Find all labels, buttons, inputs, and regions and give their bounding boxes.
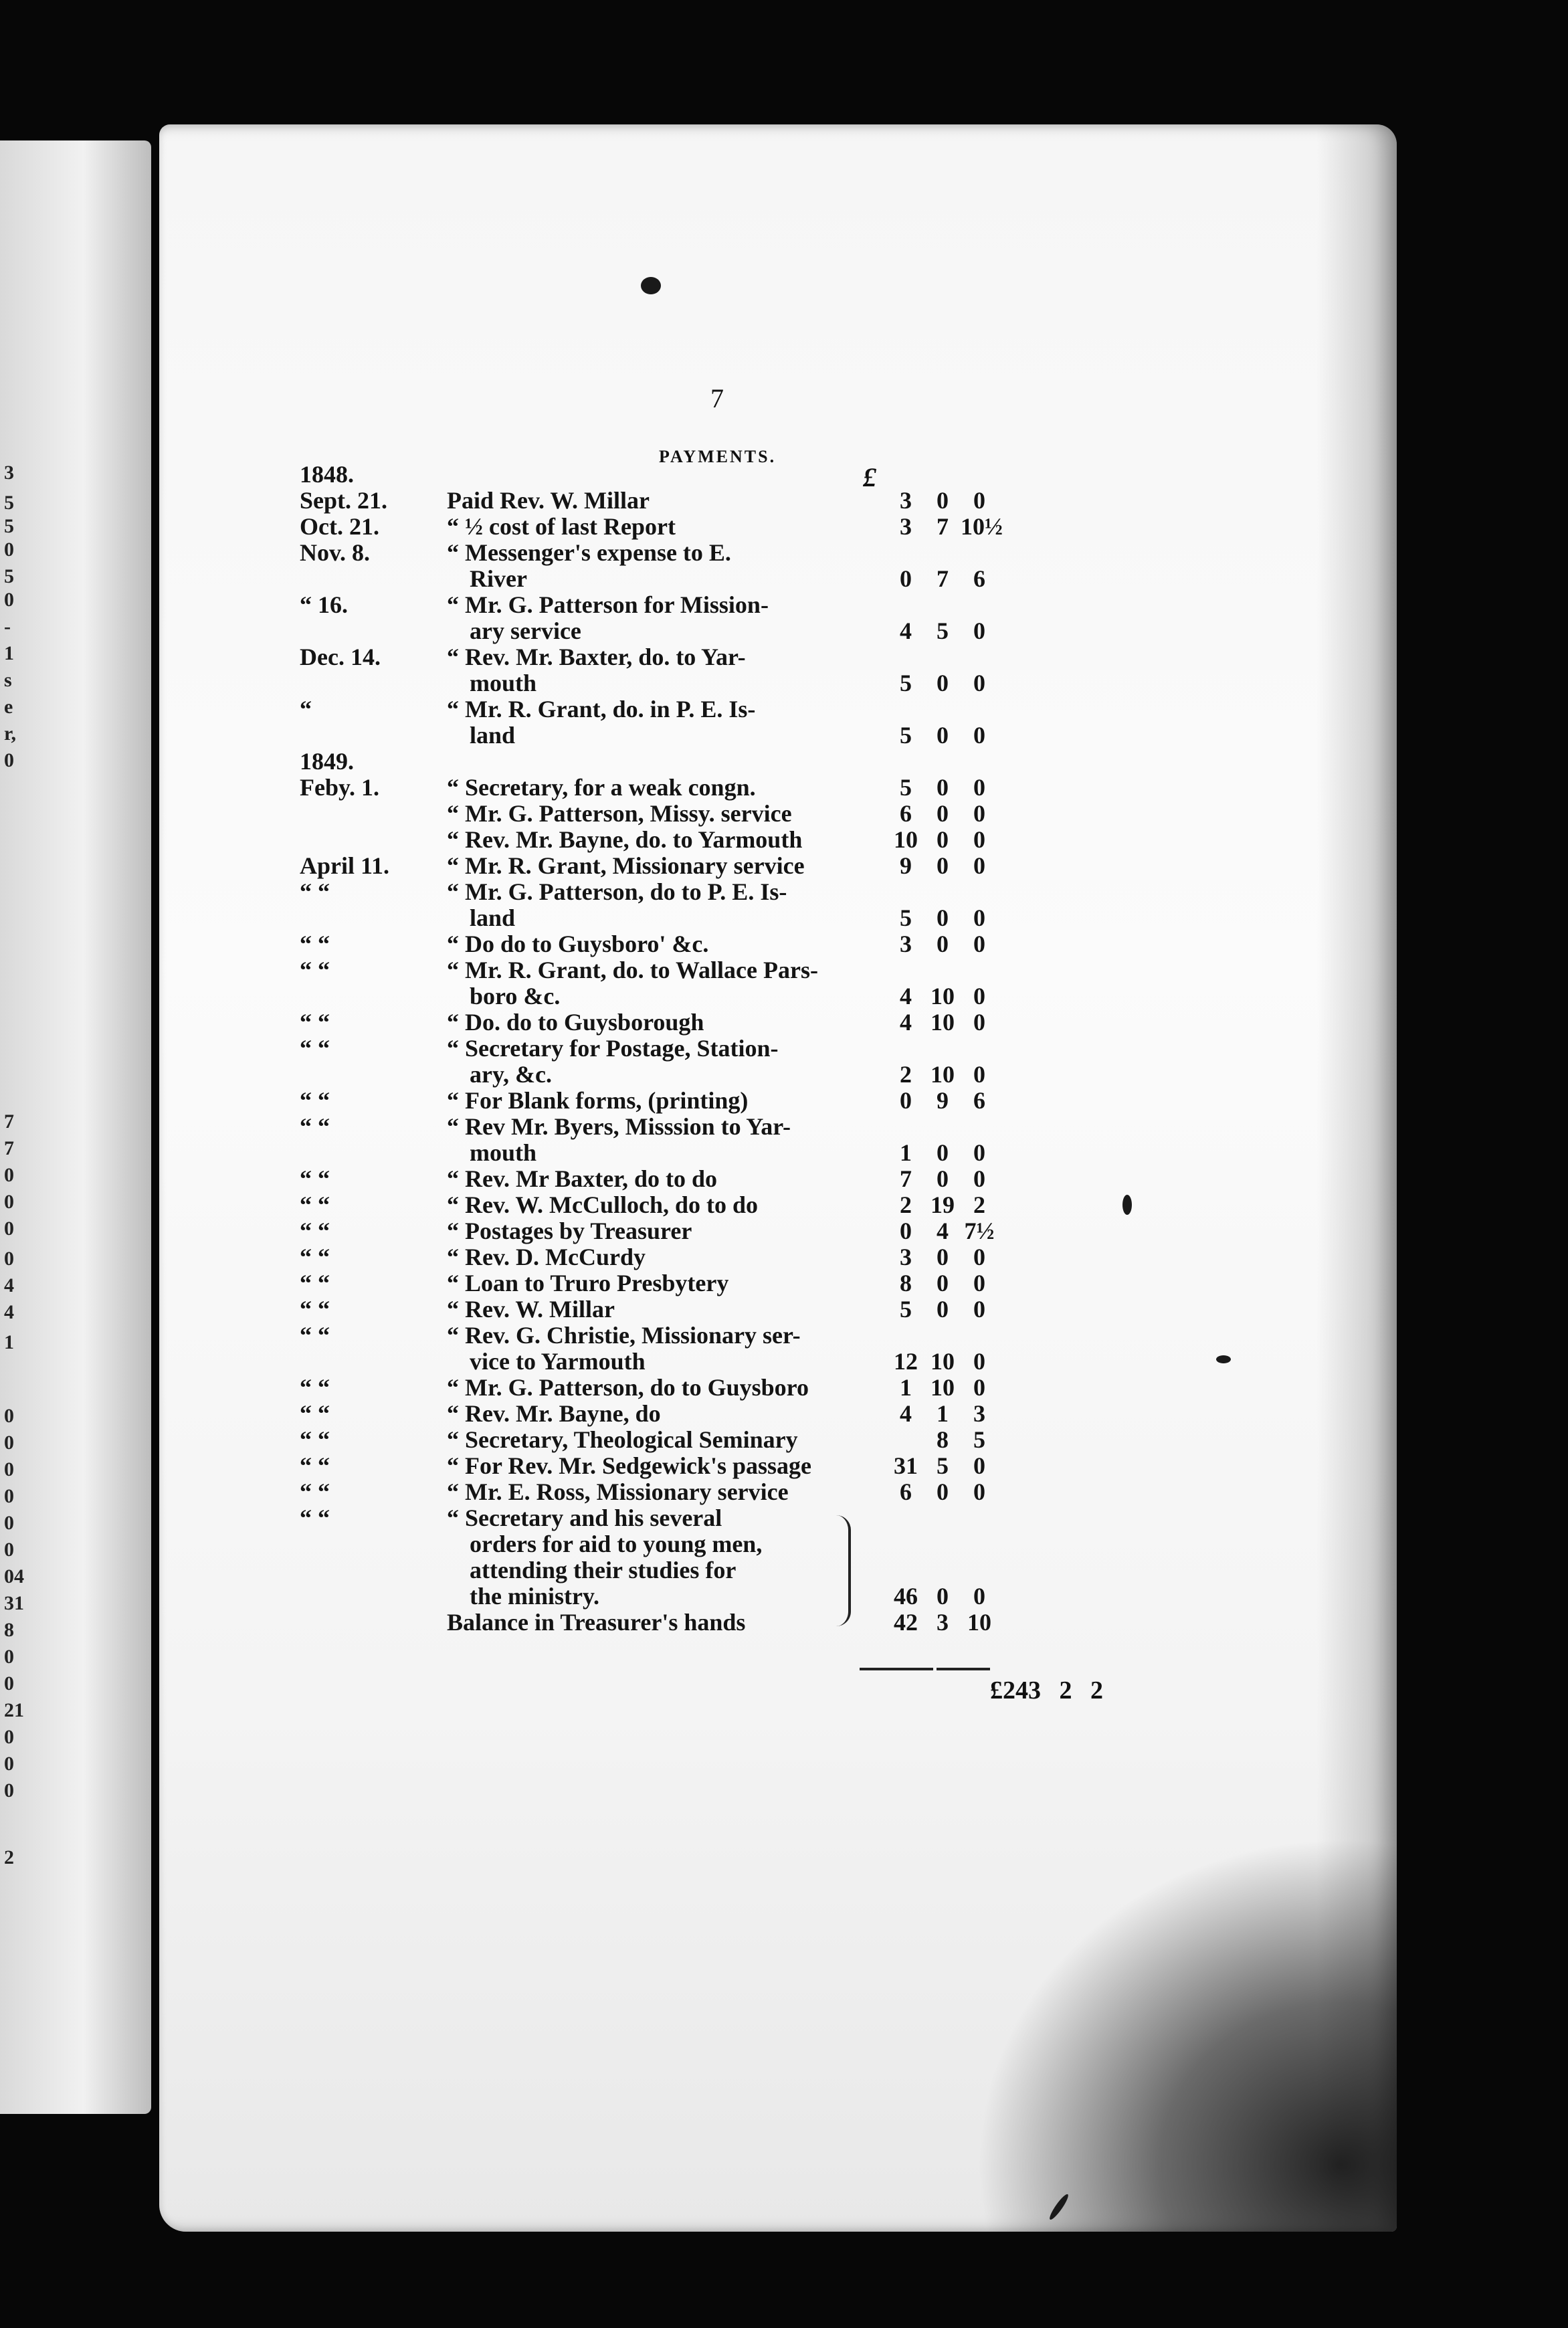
row-date: 1849. <box>300 748 354 775</box>
row-date: “ “ <box>300 1270 330 1296</box>
total-rule <box>937 1668 990 1670</box>
row-description: “ Do do to Guysboro' &c. <box>447 931 709 957</box>
left-page-digit: 4 <box>4 1301 14 1323</box>
row-pence: 0 <box>973 1061 985 1088</box>
row-pounds: 9 <box>900 852 912 879</box>
row-description: “ Mr. G. Patterson, Missy. service <box>447 800 792 827</box>
ledger-row <box>300 1270 1169 1296</box>
left-page-digit: 0 <box>4 1248 14 1270</box>
row-date: “ “ <box>300 1191 330 1218</box>
row-date: “ “ <box>300 1505 330 1531</box>
row-date: “ “ <box>300 1113 330 1140</box>
row-description: “ Rev. D. McCurdy <box>447 1244 646 1270</box>
left-page-digit: 0 <box>4 749 14 771</box>
ledger-row <box>300 540 1169 566</box>
ledger-row <box>300 983 1169 1009</box>
page-number: 7 <box>710 383 724 413</box>
left-page-digit: 0 <box>4 1405 14 1427</box>
row-shillings: 3 <box>937 1609 949 1636</box>
row-description: “ Secretary, Theological Seminary <box>447 1426 798 1453</box>
ledger-row <box>300 827 1169 853</box>
row-pounds: 5 <box>900 904 912 931</box>
row-description: “ Secretary for Postage, Station- <box>447 1035 779 1062</box>
ledger-row <box>300 1610 1169 1636</box>
row-shillings: 0 <box>937 1139 949 1166</box>
row-pounds: 3 <box>900 1244 912 1270</box>
ledger-row <box>300 1244 1169 1270</box>
row-shillings: 0 <box>937 670 949 696</box>
ledger-row <box>300 462 1169 488</box>
ledger-row <box>300 1557 1169 1583</box>
row-pounds: 5 <box>900 774 912 801</box>
left-page-digit: 5 <box>4 565 14 587</box>
row-description: “ Secretary and his several <box>447 1505 722 1531</box>
ledger-row <box>300 1062 1169 1088</box>
row-pounds: 4 <box>900 1400 912 1427</box>
row-description: “ Rev. W. McCulloch, do to do <box>447 1191 759 1218</box>
row-description: Paid Rev. W. Millar <box>447 487 650 514</box>
row-shillings: 0 <box>937 1583 949 1610</box>
row-pence: 0 <box>973 904 985 931</box>
row-pence: 0 <box>973 1374 985 1401</box>
left-page-digit: 04 <box>4 1565 24 1587</box>
left-page-digit: 0 <box>4 1539 14 1561</box>
row-pence: 5 <box>973 1426 985 1453</box>
row-date: “ “ <box>300 1400 330 1427</box>
row-description: boro &c. <box>470 983 561 1009</box>
ledger-row <box>300 1166 1169 1192</box>
left-page-digit: 0 <box>4 1164 14 1186</box>
ledger-row <box>300 775 1169 801</box>
ledger-row <box>300 749 1169 775</box>
left-page-digit: 5 <box>4 515 14 537</box>
left-facing-page <box>0 140 151 2114</box>
row-date: “ “ <box>300 1087 330 1114</box>
row-shillings: 9 <box>937 1087 949 1114</box>
row-pence: 3 <box>973 1400 985 1427</box>
left-page-digit: 0 <box>4 539 14 561</box>
ledger-row <box>300 1192 1169 1218</box>
ledger-row <box>300 1531 1169 1557</box>
row-description: “ Loan to Truro Presbytery <box>447 1270 729 1296</box>
row-description: land <box>470 904 516 931</box>
row-description: ary, &c. <box>470 1061 552 1088</box>
row-pence: 0 <box>973 931 985 957</box>
left-page-digit: 0 <box>4 1458 14 1480</box>
ledger-row <box>300 1114 1169 1140</box>
left-page-digit: e <box>4 696 13 718</box>
row-description: ary service <box>470 617 581 644</box>
ledger-row <box>300 1583 1169 1610</box>
row-description: “ Secretary, for a weak congn. <box>447 774 756 801</box>
left-page-digit: 8 <box>4 1619 14 1641</box>
row-pence: 0 <box>973 670 985 696</box>
row-date: “ “ <box>300 878 330 905</box>
row-date: Oct. 21. <box>300 513 379 540</box>
ledger-row <box>300 644 1169 670</box>
row-shillings: 5 <box>937 1452 949 1479</box>
row-date: Feby. 1. <box>300 774 380 801</box>
row-shillings: 4 <box>937 1218 949 1244</box>
row-pounds: 5 <box>900 670 912 696</box>
ledger-row <box>300 801 1169 827</box>
row-description: “ Mr. G. Patterson, do to P. E. Is- <box>447 878 787 905</box>
left-page-digit: 7 <box>4 1137 14 1159</box>
row-pounds: 3 <box>900 513 912 540</box>
left-page-digit: 0 <box>4 1485 14 1507</box>
row-description: the ministry. <box>470 1583 599 1610</box>
ledger-row <box>300 1323 1169 1349</box>
row-pounds: 1 <box>900 1139 912 1166</box>
payments-ledger <box>300 462 1169 1636</box>
row-shillings: 0 <box>937 774 949 801</box>
row-shillings: 8 <box>937 1426 949 1453</box>
row-description: “ ½ cost of last Report <box>447 513 676 540</box>
row-description: “ Do. do to Guysborough <box>447 1009 704 1036</box>
ledger-row <box>300 1349 1169 1375</box>
row-pounds: 31 <box>894 1452 918 1479</box>
row-description: land <box>470 722 516 749</box>
row-pounds: 6 <box>900 800 912 827</box>
left-page-digit: 21 <box>4 1699 24 1721</box>
row-shillings: 0 <box>937 1165 949 1192</box>
left-page-digit: 1 <box>4 1331 14 1353</box>
row-pence: 0 <box>973 1244 985 1270</box>
row-pence: 10 <box>967 1609 991 1636</box>
row-shillings: 0 <box>937 1478 949 1505</box>
row-date: “ <box>300 696 312 722</box>
row-description: “ Mr. R. Grant, do. to Wallace Pars- <box>447 957 818 983</box>
row-pounds: 12 <box>894 1348 918 1375</box>
ledger-row <box>300 1009 1169 1036</box>
row-description: mouth <box>470 670 537 696</box>
left-page-digit: 0 <box>4 1191 14 1213</box>
ledger-row <box>300 592 1169 618</box>
payments-heading: PAYMENTS. <box>659 447 777 466</box>
ledger-row <box>300 1088 1169 1114</box>
ledger-row <box>300 670 1169 696</box>
total-rule <box>860 1668 933 1670</box>
row-pounds: 3 <box>900 931 912 957</box>
ledger-row <box>300 566 1169 592</box>
row-description: attending their studies for <box>470 1557 737 1583</box>
row-pounds: 4 <box>900 983 912 1009</box>
left-page-digit: 0 <box>4 1218 14 1240</box>
row-shillings: 7 <box>937 513 949 540</box>
row-description: “ Rev. G. Christie, Missionary ser- <box>447 1322 801 1349</box>
grand-total: £243 2 2 <box>990 1676 1103 1705</box>
row-pence: 0 <box>973 826 985 853</box>
row-pounds: 6 <box>900 1478 912 1505</box>
row-shillings: 5 <box>937 617 949 644</box>
ledger-row <box>300 1427 1169 1453</box>
row-description: “ Rev. Mr Baxter, do to do <box>447 1165 717 1192</box>
row-pounds: 0 <box>900 1218 912 1244</box>
row-date: April 11. <box>300 852 390 879</box>
row-pence: 0 <box>973 983 985 1009</box>
row-pence: 0 <box>973 1583 985 1610</box>
row-date: Nov. 8. <box>300 539 371 566</box>
row-shillings: 19 <box>930 1191 955 1218</box>
ledger-row <box>300 696 1169 722</box>
ledger-row <box>300 879 1169 905</box>
row-shillings: 0 <box>937 1296 949 1323</box>
row-pence: 0 <box>973 487 985 514</box>
row-shillings: 0 <box>937 852 949 879</box>
row-pounds: 3 <box>900 487 912 514</box>
row-pence: 6 <box>973 1087 985 1114</box>
row-date: “ “ <box>300 1244 330 1270</box>
left-page-digit: 3 <box>4 462 14 484</box>
ledger-row <box>300 1505 1169 1531</box>
row-date: “ 16. <box>300 591 348 618</box>
row-shillings: 0 <box>937 1270 949 1296</box>
row-pounds: 2 <box>900 1191 912 1218</box>
row-date: Sept. 21. <box>300 487 388 514</box>
row-date: “ “ <box>300 1322 330 1349</box>
row-date: “ “ <box>300 1452 330 1479</box>
row-pounds: 2 <box>900 1061 912 1088</box>
row-shillings: 10 <box>930 983 955 1009</box>
row-shillings: 10 <box>930 1061 955 1088</box>
row-description: “ Postages by Treasurer <box>447 1218 692 1244</box>
row-pounds: 0 <box>900 1087 912 1114</box>
left-page-digit: 0 <box>4 1512 14 1534</box>
row-date: “ “ <box>300 1426 330 1453</box>
row-shillings: 0 <box>937 800 949 827</box>
row-pence: 0 <box>973 800 985 827</box>
row-shillings: 10 <box>930 1009 955 1036</box>
row-description: mouth <box>470 1139 537 1166</box>
row-shillings: 0 <box>937 826 949 853</box>
left-page-digit: 0 <box>4 1726 14 1748</box>
row-pence: 2 <box>973 1191 985 1218</box>
left-page-digit: 1 <box>4 642 14 664</box>
row-description: “ Mr. E. Ross, Missionary service <box>447 1478 789 1505</box>
row-shillings: 10 <box>930 1348 955 1375</box>
row-pounds: 10 <box>894 826 918 853</box>
row-date: 1848. <box>300 461 354 488</box>
ink-speck <box>1216 1355 1231 1363</box>
left-page-digit: - <box>4 615 11 638</box>
ledger-row <box>300 1453 1169 1479</box>
row-shillings: 0 <box>937 722 949 749</box>
left-page-digit: r, <box>4 722 17 745</box>
row-pounds: 1 <box>900 1374 912 1401</box>
ledger-row <box>300 618 1169 644</box>
scan-shadow <box>975 1837 1397 2232</box>
row-description: “ Mr. G. Patterson, do to Guysboro <box>447 1374 809 1401</box>
row-shillings: 0 <box>937 1244 949 1270</box>
row-description: River <box>470 565 527 592</box>
ledger-row <box>300 1218 1169 1244</box>
row-date: “ “ <box>300 957 330 983</box>
row-pence: 7½ <box>964 1218 995 1244</box>
left-page-digit: 0 <box>4 1646 14 1668</box>
row-pounds: 4 <box>900 617 912 644</box>
row-description: “ Rev. Mr. Bayne, do. to Yarmouth <box>447 826 803 853</box>
row-date: “ “ <box>300 1035 330 1062</box>
left-page-digit: 0 <box>4 589 14 611</box>
row-description: “ Rev. W. Millar <box>447 1296 615 1323</box>
ink-speck <box>641 277 661 294</box>
row-pence: 0 <box>973 852 985 879</box>
row-pence: 10½ <box>961 513 1003 540</box>
row-pounds: 46 <box>894 1583 918 1610</box>
row-pence: 0 <box>973 774 985 801</box>
ledger-row <box>300 853 1169 879</box>
row-pounds: 8 <box>900 1270 912 1296</box>
ledger-row <box>300 1479 1169 1505</box>
row-description: “ Rev. Mr. Baxter, do. to Yar- <box>447 644 746 670</box>
row-description: “ Rev Mr. Byers, Misssion to Yar- <box>447 1113 791 1140</box>
row-description: orders for aid to young men, <box>470 1531 763 1557</box>
row-pounds: 42 <box>894 1609 918 1636</box>
row-pounds: 0 <box>900 565 912 592</box>
row-date: “ “ <box>300 1374 330 1401</box>
row-pounds: 5 <box>900 722 912 749</box>
row-description: “ Mr. G. Patterson for Mission- <box>447 591 769 618</box>
left-page-digit: 0 <box>4 1753 14 1775</box>
row-shillings: 0 <box>937 931 949 957</box>
row-pence: 0 <box>973 1270 985 1296</box>
ledger-row <box>300 905 1169 931</box>
row-shillings: 10 <box>930 1374 955 1401</box>
row-description: vice to Yarmouth <box>470 1348 646 1375</box>
row-pence: 0 <box>973 1478 985 1505</box>
left-page-digit: 0 <box>4 1672 14 1694</box>
row-date: “ “ <box>300 1165 330 1192</box>
row-date: “ “ <box>300 1296 330 1323</box>
row-description: “ For Blank forms, (printing) <box>447 1087 749 1114</box>
row-date: “ “ <box>300 1478 330 1505</box>
row-shillings: 0 <box>937 904 949 931</box>
row-shillings: 1 <box>937 1400 949 1427</box>
ledger-row <box>300 1296 1169 1323</box>
left-page-digit: 7 <box>4 1110 14 1133</box>
row-pounds: 5 <box>900 1296 912 1323</box>
row-pence: 0 <box>973 1139 985 1166</box>
row-pence: 0 <box>973 1165 985 1192</box>
left-page-digit: 0 <box>4 1432 14 1454</box>
ledger-row <box>300 1401 1169 1427</box>
row-date: “ “ <box>300 931 330 957</box>
ledger-row <box>300 957 1169 983</box>
ledger-row <box>300 1036 1169 1062</box>
row-pence: 0 <box>973 1009 985 1036</box>
row-pence: 0 <box>973 1452 985 1479</box>
left-page-digit: 2 <box>4 1846 14 1868</box>
row-description: “ Messenger's expense to E. <box>447 539 731 566</box>
left-page-digit: 5 <box>4 492 14 514</box>
row-date: Dec. 14. <box>300 644 381 670</box>
row-date: “ “ <box>300 1218 330 1244</box>
row-shillings: 0 <box>937 487 949 514</box>
pound-column-heading: £ <box>863 462 876 492</box>
ledger-row <box>300 488 1169 514</box>
row-description: “ Rev. Mr. Bayne, do <box>447 1400 661 1427</box>
ledger-row <box>300 1375 1169 1401</box>
row-description: “ Mr. R. Grant, Missionary service <box>447 852 805 879</box>
left-page-digit: 4 <box>4 1274 14 1296</box>
ledger-row <box>300 931 1169 957</box>
ledger-row <box>300 722 1169 749</box>
row-pence: 0 <box>973 1348 985 1375</box>
left-page-digit: 0 <box>4 1779 14 1802</box>
row-pounds: 4 <box>900 1009 912 1036</box>
left-page-digit: 31 <box>4 1592 24 1614</box>
row-description: Balance in Treasurer's hands <box>447 1609 746 1636</box>
row-description: “ For Rev. Mr. Sedgewick's passage <box>447 1452 811 1479</box>
row-description: “ Mr. R. Grant, do. in P. E. Is- <box>447 696 756 722</box>
left-page-digit: s <box>4 669 12 691</box>
row-shillings: 7 <box>937 565 949 592</box>
row-pence: 0 <box>973 1296 985 1323</box>
ledger-row <box>300 514 1169 540</box>
row-pounds: 7 <box>900 1165 912 1192</box>
row-date: “ “ <box>300 1009 330 1036</box>
row-pence: 6 <box>973 565 985 592</box>
row-pence: 0 <box>973 617 985 644</box>
grouping-brace <box>836 1515 851 1626</box>
row-pence: 0 <box>973 722 985 749</box>
ledger-row <box>300 1140 1169 1166</box>
